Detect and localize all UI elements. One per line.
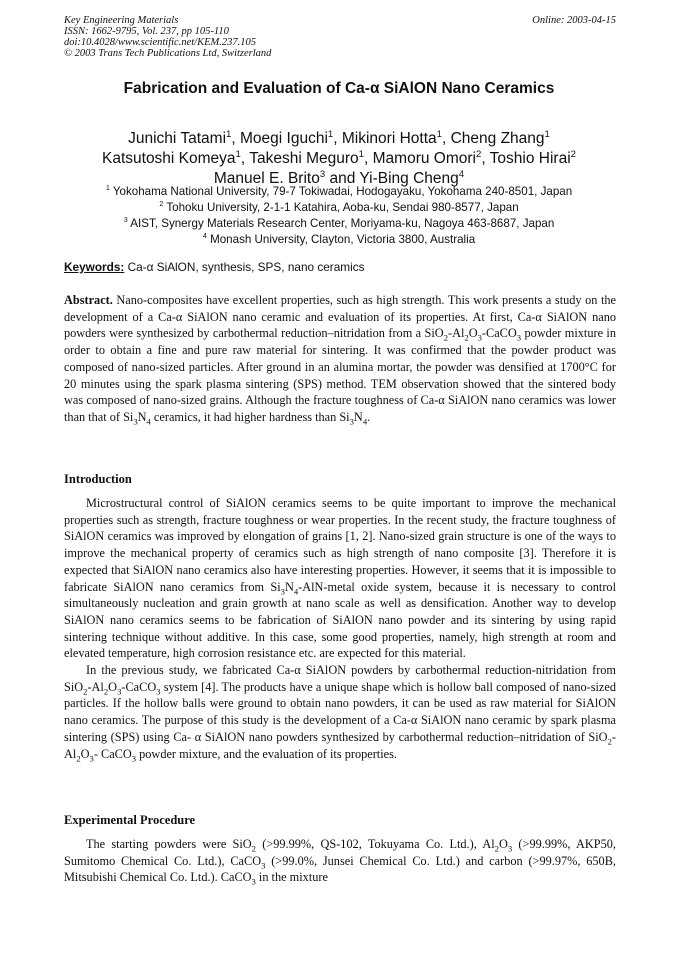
- author: Junichi Tatami$^1$,: [128, 128, 241, 147]
- author: Toshio Hirai$^2$: [489, 148, 576, 167]
- author: Mikinori Hotta$^1$,: [341, 128, 451, 147]
- experimental-body: [64, 836, 616, 886]
- journal-header: [64, 15, 616, 59]
- online-date: Online: 2003-04-15: [532, 15, 616, 26]
- author: Yi-Bing Cheng$^4$: [359, 168, 465, 187]
- copyright-line: © 2003 Trans Tech Publications Ltd, Switzerland: [64, 48, 272, 59]
- affiliation-list: [0, 184, 678, 248]
- author: Manuel E. Brito$^3$ and: [213, 168, 360, 187]
- author-list: [0, 129, 678, 189]
- affiliation: $^3$ AIST, Synergy Materials Research Center, Moriyama-ku, Nagoya 463-8687, Japan: [123, 215, 555, 230]
- author: Mamoru Omori$^2$,: [372, 148, 490, 167]
- issn-line: ISSN: 1662-9795, Vol. 237, pp 105-110: [64, 26, 229, 37]
- keywords-text: Ca-α SiAlON, synthesis, SPS, nano ceramics: [127, 260, 365, 274]
- author: Cheng Zhang$^1$: [450, 128, 550, 147]
- paragraph: Microstructural control of SiAlON ceramics seems to be quite important to improve the mechanical properties such as strength, fracture toughness or wear properties. In the recent study, the fracture toughness of SiAlON ceramics was improved by elongation of grains [1, 2]. Nano-sized grain structure is one of the ways to improve the mechanical property of ceramics such as high strength of nano composite [3]. Therefore it is expected that SiAlON nano ceramics also have interesting properties. However, it seems that it is impossible to fabricate SiAlON nano ceramics from $Si_3N_4-AlN$-metal oxide system, because it is necessary to control simultaneously nucleation and grain growth at nano scale as well as densification. Another way to develop SiAlON nano ceramics seems to be fabrication of SiAlON nano powder and its sintering by using rapid sintering technique without additive. In this case, some good properties, namely, high strength at room and elevated temperature, high corrosion resistance etc. are expected for this material.: [64, 496, 616, 661]
- author: Takeshi Meguro$^1$,: [249, 148, 373, 167]
- paragraph: The starting powders were SiO$_2$ (>99.99%, QS-102, Tokuyama Co. Ltd.), $Al_2O_3$ (>99.99%, AKP50, Sumitomo Chemical Co. Ltd.), CaCO$_3$ (>99.0%, Junsei Chemical Co. Ltd.) and carbon (>99.97%, 650B, Mitsubishi Chemical Co. Ltd.). CaCO$_3$ in the mixture: [64, 837, 616, 887]
- journal-name: Key Engineering Materials: [64, 15, 179, 26]
- doi-line: doi:10.4028/www.scientific.net/KEM.237.105: [64, 37, 256, 48]
- affiliation: $^2$ Tohoku University, 2-1-1 Katahira, Aoba-ku, Sendai 980-8577, Japan: [159, 199, 519, 214]
- affiliation: $^1$ Yokohama National University, 79-7 Tokiwadai, Hodogayaku, Yokohama 240-8501, Japan: [105, 183, 573, 198]
- abstract: Abstract. Nano-composites have excellent properties, such as high strength. This work presents a study on the development of a Ca-α SiAlON nano ceramic and evaluation of its properties. At first, Ca-α SiAlON nano powders were synthesized by carbothermal reduction–nitridation from a $SiO_2-Al_2O_3-CaCO_3$ powder mixture in order to obtain a fine and pure raw material for sintering. It was confirmed that the powder product was composed of nano-sized particles. After ground in an alumina mortar, the powder was densified at 1700°C for 20 minutes using the spark plasma sintering (SPS) method. TEM observation showed that the sintered body was composed of nano-sized grains. Although the fracture toughness of Ca-α SiAlON nano ceramics was lower than that of $Si_3N_4$ ceramics, it had higher hardness than $Si_3N_4$.: [64, 293, 616, 427]
- keywords-label: Keywords:: [64, 260, 125, 274]
- introduction-body: [64, 495, 616, 762]
- author: Katsutoshi Komeya$^1$,: [102, 148, 250, 167]
- section-heading-introduction: Introduction: [64, 472, 132, 486]
- keywords: [64, 260, 616, 274]
- affiliation: $^4$ Monash University, Clayton, Victoria 3800, Australia: [202, 231, 476, 246]
- paragraph: In the previous study, we fabricated Ca-α SiAlON powders by carbothermal reduction-nitridation from $SiO_2-Al_2O_3-CaCO_3$ system [4]. The products have a unique shape which is hollow ball composed of nano-sized particles. If the hollow balls were ground to obtain nano powders, it can be used as raw material for SiAlON nano ceramics. The purpose of this study is the development of a Ca-α SiAlON nano ceramic by spark plasma sintering (SPS) using Ca- α SiAlON nano powders synthesized by carbothermal reduction–nitridation of $SiO_2-Al_2O_3-$ CaCO$_3$ powder mixture, and the evaluation of its properties.: [64, 663, 616, 763]
- author-line: [0, 149, 678, 169]
- abstract-label: Abstract.: [64, 293, 113, 307]
- author: Moegi Iguchi$^1$,: [240, 128, 342, 147]
- author-line: [0, 129, 678, 149]
- paper-title: Fabrication and Evaluation of Ca-α SiAlON Nano Ceramics: [123, 80, 555, 97]
- section-heading-experimental: Experimental Procedure: [64, 813, 196, 827]
